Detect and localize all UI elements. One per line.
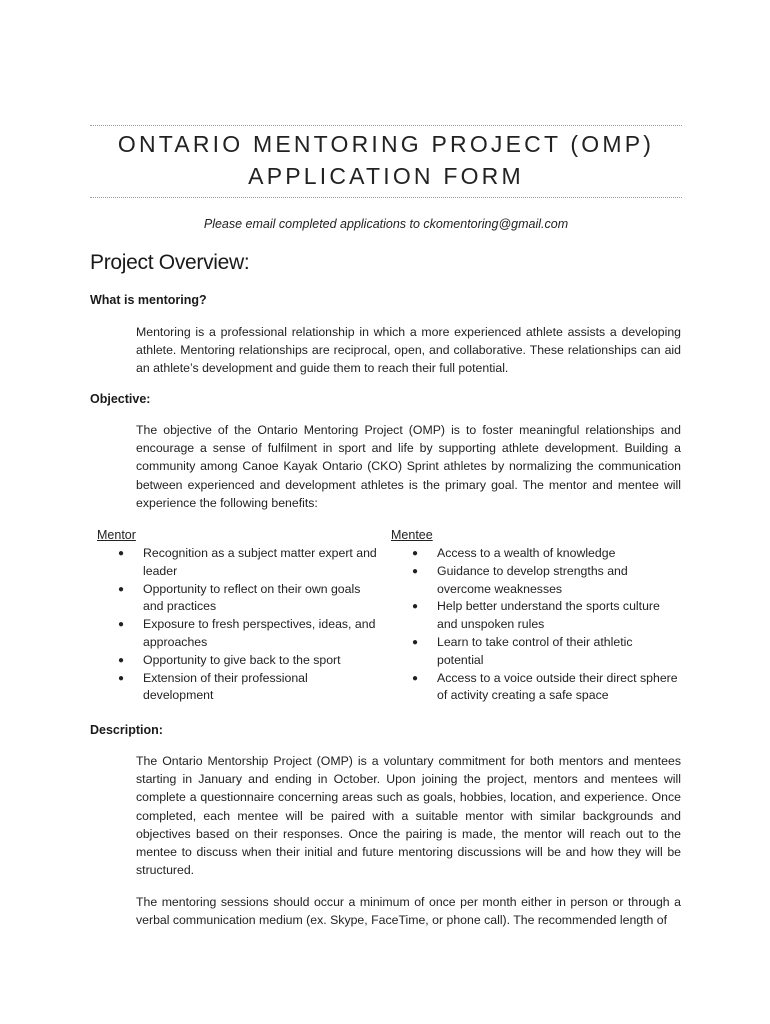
mentor-benefits-list xyxy=(116,545,381,705)
mentee-benefits-list xyxy=(410,545,678,705)
list-item: ● Access to a voice outside their direct sphere of activity creating a safe space xyxy=(412,670,678,703)
what-is-mentoring-heading: What is mentoring? xyxy=(90,293,207,307)
bullet-icon: ● xyxy=(412,672,419,684)
page-title-line1: ONTARIO MENTORING PROJECT (OMP) xyxy=(117,131,655,157)
bullet-icon: ● xyxy=(118,548,125,559)
bullet-icon: ● xyxy=(118,583,125,595)
objective-heading: Objective: xyxy=(90,392,151,406)
bullet-icon: ● xyxy=(118,619,125,631)
description-heading: Description: xyxy=(90,723,163,737)
description-paragraph-2: The mentoring sessions should occur a minimum of once per month either in person or through a verbal communication medium (ex. Skype, FaceTime, or phone call). The recommended length of xyxy=(136,895,681,928)
list-item: ● Opportunity to reflect on their own goals and practices xyxy=(118,581,361,614)
list-item: ● Recognition as a subject matter expert and leader xyxy=(118,546,377,578)
intro-instructions: Please email completed applications to ckomentoring@gmail.com xyxy=(203,217,569,231)
list-item: ● Learn to take control of their athletic potential xyxy=(412,634,633,667)
mentee-column-title: Mentee xyxy=(391,528,433,542)
mentor-column-title: Mentor xyxy=(97,528,136,542)
bullet-icon: ● xyxy=(118,672,125,684)
list-item: ● Help better understand the sports culture and unspoken rules xyxy=(412,599,660,632)
bullet-icon: ● xyxy=(118,654,125,666)
bullet-icon: ● xyxy=(412,601,419,613)
bullet-icon: ● xyxy=(412,548,419,559)
page-title-line2: APPLICATION FORM xyxy=(248,163,524,189)
list-item: ● Opportunity to give back to the sport xyxy=(116,652,381,670)
objective-text: The objective of the Ontario Mentoring Project (OMP) is to foster meaningful relationships and encourage a sense of fulfilment in sport and life by supporting athlete development. Building a community among Canoe Kayak Ontario (CKO) Sprint athletes by normalizing the communication between experienced and development athletes is the primary goal. The mentor and mentee will experience the following benefits: xyxy=(136,423,681,510)
description-paragraph-1: The Ontario Mentorship Project (OMP) is a voluntary commitment for both mentors and mentees starting in January and ending in October. Upon joining the project, mentors and mentees will complete a questionnaire concerning areas such as goals, hobbies, location, and experience. Once completed, each mentee will be paired with a suitable mentor with similar backgrounds and objectives based on their responses. Once the pairing is made, the mentor will reach out to the mentee to discuss when their initial and future mentoring discussions will be and how they will be structured. xyxy=(136,754,681,878)
project-overview-heading: Project Overview: xyxy=(90,251,250,274)
bullet-icon: ● xyxy=(412,636,419,648)
title-bottom-rule xyxy=(90,197,682,198)
list-item: ● Extension of their professional development xyxy=(118,670,308,703)
list-item: ● Access to a wealth of knowledge xyxy=(410,545,678,563)
list-item: ● Guidance to develop strengths and overcome weaknesses xyxy=(412,563,628,596)
what-is-mentoring-text: Mentoring is a professional relationship in which a more experienced athlete assists a developing athlete. Mentoring relationships are reciprocal, open, and collaborative. These relationships can aid an athlete’s development and guide them to reach their full potential. xyxy=(136,325,681,376)
bullet-icon: ● xyxy=(412,565,419,577)
list-item: ● Exposure to fresh perspectives, ideas, and approaches xyxy=(118,617,376,649)
